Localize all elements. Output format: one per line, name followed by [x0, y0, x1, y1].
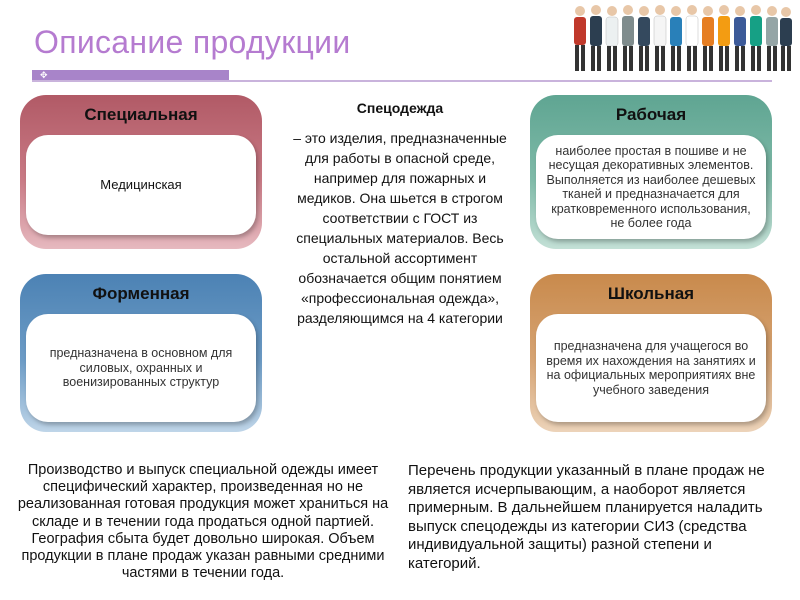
workers-group-icon: [570, 2, 794, 74]
title-divider: [32, 80, 772, 82]
paragraph-product-list: Перечень продукции указанный в плане продаж не является исчерпывающим, а наоборот является примерным. В дальнейшем планируется наладить выпуск спецодежды из категории СИЗ (средства индивидуальной защиты) разной степени и категорий.: [408, 462, 765, 572]
title-accent-bar: [32, 70, 229, 80]
card-work-heading: Рабочая: [615, 105, 687, 124]
card-work-body: наиболее простая в пошиве и не несущая декоративных элементов. Выполняется из наиболее дешевых тканей и предназначается для кратковременного использования, не более года: [536, 135, 766, 239]
center-title: Спецодежда: [356, 100, 444, 116]
center-description: [286, 100, 514, 328]
page-title: Описание продукции: [34, 24, 351, 60]
card-uniform-heading: Форменная: [92, 284, 190, 303]
card-uniform: [20, 274, 262, 432]
card-school: [530, 274, 772, 432]
card-special-body: Медицинская: [26, 135, 256, 235]
paragraph-production: Производство и выпуск специальной одежды имеет специфический характер, произведенная но не реализованная готовая продукция может храниться на складе и в течении года продаться одной партией. География сбыта будет довольно широкая. Объем продукции в плане продаж указан равными средними частями в течении года.: [17, 462, 389, 582]
card-school-body: предназначена для учащегося во время их нахождения на занятиях и на официальных мероприятиях вне учебного заведения: [536, 314, 766, 422]
card-school-heading: Школьная: [607, 284, 695, 303]
card-special: [20, 95, 262, 249]
card-work: [530, 95, 772, 249]
card-uniform-body: предназначена в основном для силовых, охранных и военизированных структур: [26, 314, 256, 422]
card-special-heading: Специальная: [84, 105, 198, 124]
center-text: – это изделия, предназначенные для работы в опасной среде, например для пожарных и медиков. Она шьется в строгом соответствии с ГОСТ из специальных материалов. Весь остальной ассортимент обозначается общим понятием «профессиональная одежда», разделяющимся на 4 категории: [293, 130, 507, 326]
diamond-cross-icon: ✥: [40, 70, 48, 80]
